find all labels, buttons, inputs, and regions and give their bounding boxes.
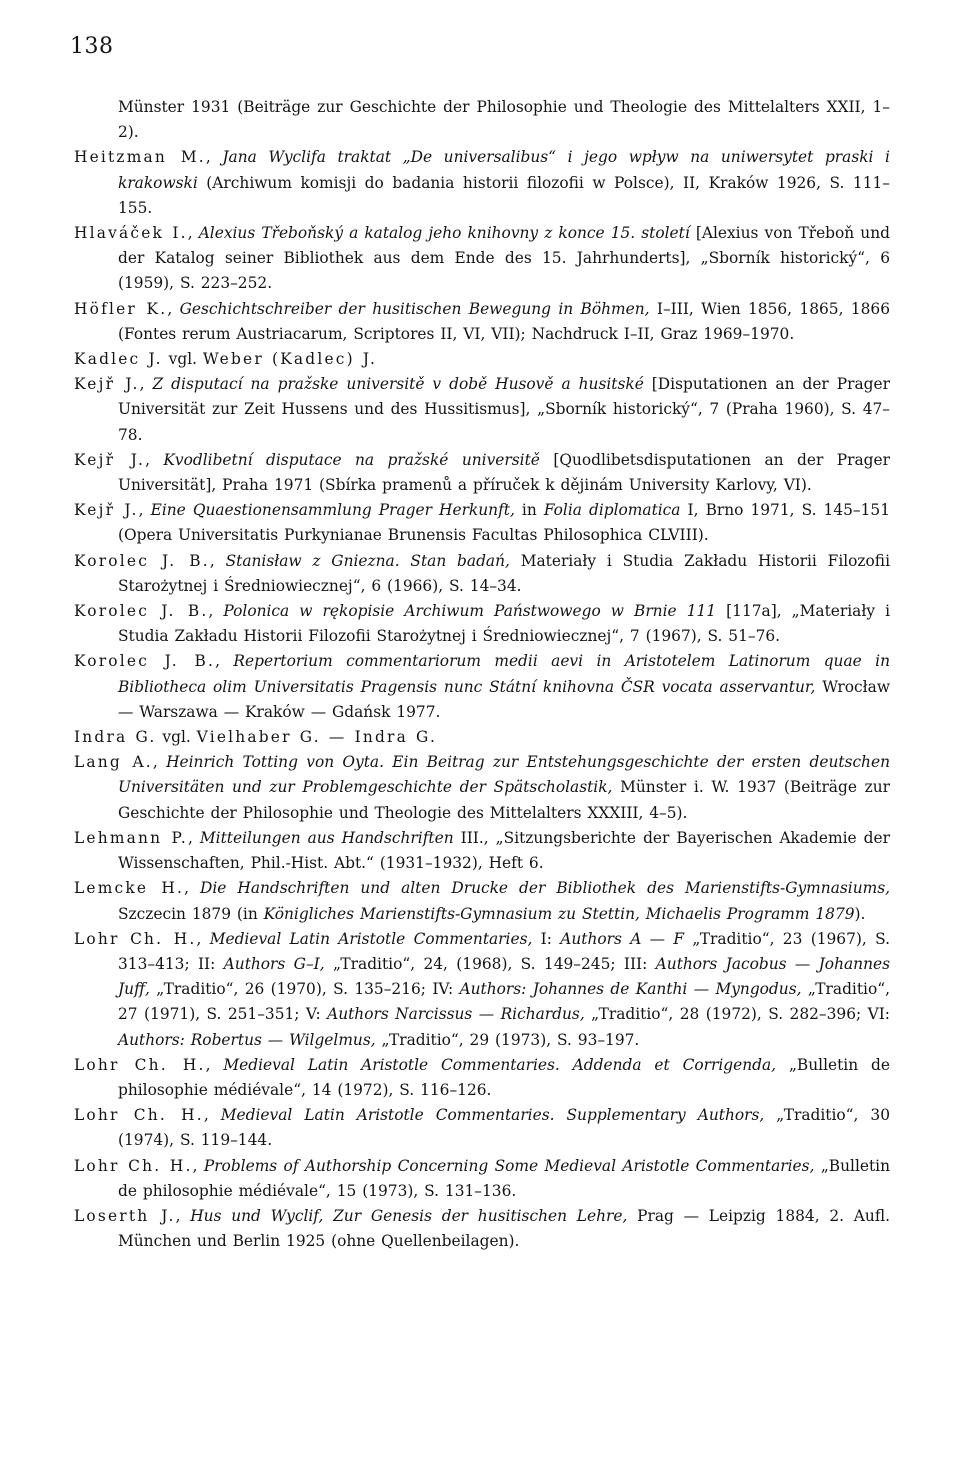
bibliography-entry xyxy=(74,1154,890,1204)
author-name: Lohr Ch. H. xyxy=(74,1055,206,1074)
author-name: Korolec J. B. xyxy=(74,602,209,621)
author-name: Indra G. xyxy=(74,728,157,747)
bibliography-entry xyxy=(74,750,890,826)
author-name: Lohr Ch. H. xyxy=(74,1106,204,1125)
work-title: Alexius Třeboňský a katalog jeho knihovny z konce 15. století xyxy=(198,224,690,243)
work-title: Repertorium commentariorum medii aevi in Aristotelem Latinorum quae in Bibliotheca olim Universitatis Pragensis nunc Státní knihovna ČSR vocata asservantur, xyxy=(118,652,890,696)
author-name: Vielhaber G. — Indra G. xyxy=(196,728,438,747)
author-name: Heitzman M. xyxy=(74,148,206,167)
entry-text: Münster 1931 (Beiträge zur Geschichte der Philosophie und Theologie des Mittelalters XXII, 1–2). xyxy=(118,98,890,142)
entry-text: Prag — Leipzig 1884, 2. Aufl. München und Berlin 1925 (ohne Quellenbeilagen). xyxy=(118,1206,890,1251)
entry-text: , xyxy=(208,602,224,621)
bibliography-entry xyxy=(74,549,890,599)
page-number: 138 xyxy=(70,34,114,59)
entry-text: , xyxy=(138,501,151,520)
bibliography-entry xyxy=(74,599,890,649)
work-title: Authors: Robertus — Wilgelmus, xyxy=(118,1030,376,1049)
bibliography-entry xyxy=(74,927,890,1053)
work-title: Polonica w rękopisie Archiwum Państwowego w Brnie 111 xyxy=(223,602,717,621)
entry-text: „Traditio“, 30 (1974), S. 119–144. xyxy=(118,1106,891,1150)
bibliography-entry xyxy=(74,372,890,448)
work-title: Königliches Marienstifts-Gymnasium zu Stettin, Michaelis Programm 1879 xyxy=(263,904,855,923)
author-name: Lohr Ch. H. xyxy=(74,1156,193,1175)
bibliography-entry xyxy=(74,498,890,548)
entry-text: [Alexius von Třeboň und der Katalog seiner Bibliothek aus dem Ende des 15. Jahrhunderts], „Sborník historický“, 6 (1959), S. 223–252. xyxy=(118,224,890,293)
bibliography-entry xyxy=(74,221,890,297)
work-title: Authors Narcissus — Richardus, xyxy=(327,1005,585,1024)
work-title: Medieval Latin Aristotle Commentaries. Supplementary Authors, xyxy=(220,1106,765,1125)
entry-text: Wrocław — Warszawa — Kraków — Gdańsk 1977. xyxy=(118,677,890,721)
entry-text: , xyxy=(215,652,234,671)
entry-text: , xyxy=(196,929,210,948)
entry-text: „Traditio“, 23 (1967), S. 313–413; II: xyxy=(118,929,890,973)
entry-text: vgl. xyxy=(162,350,203,369)
work-title: Stanisław z Gniezna. Stan badań, xyxy=(225,551,510,570)
author-name: Lemcke H. xyxy=(74,879,185,898)
entry-text: I: xyxy=(532,929,561,948)
entry-text: [117a], „Materiały i Studia Zakładu Historii Filozofii Starożytnej i Średniowiecznej“, 7 (1967), S. 51–76. xyxy=(118,602,890,646)
bibliography-entry xyxy=(74,1103,890,1153)
author-name: Lohr Ch. H. xyxy=(74,929,197,948)
author-name: Lang A. xyxy=(74,753,153,772)
entry-text: , xyxy=(167,299,180,318)
work-title: Folia diplomatica xyxy=(543,501,681,520)
work-title: Heinrich Totting von Oyta. Ein Beitrag zur Entstehungsgeschichte der ersten deutschen Universitäten und zur Problemgeschichte der Spätscholastik, xyxy=(118,753,890,797)
entry-text: Materiały i Studia Zakładu Historii Filozofii Starożytnej i Średniowiecznej“, 6 (1966), S. 14–34. xyxy=(118,551,890,595)
entry-text: „Traditio“, 27 (1971), S. 251–351; V: xyxy=(118,980,890,1024)
entry-text: [Quodlibetsdisputationen an der Prager Universität], Praha 1971 (Sbírka pramenů a příruček k dějinám University Karlovy, VI). xyxy=(118,450,890,495)
entry-text: III., „Sitzungsberichte der Bayerischen Akademie der Wissenschaften, Phil.-Hist. Abt.“ (1931–1932), Heft 6. xyxy=(118,828,890,873)
entry-text: vgl. xyxy=(156,728,197,747)
work-title: Medieval Latin Aristotle Commentaries. Addenda et Corrigenda, xyxy=(223,1055,777,1074)
bibliography-entry xyxy=(74,725,890,750)
work-title: Mitteilungen aus Handschriften xyxy=(199,828,454,847)
entry-text: , xyxy=(203,1106,221,1125)
work-title: Hus und Wyclif, Zur Genesis der husitischen Lehre, xyxy=(190,1206,628,1225)
work-title: Geschichtschreiber der husitischen Bewegung in Böhmen, xyxy=(179,299,650,318)
work-title: Eine Quaestionensammlung Prager Herkunft, xyxy=(150,501,515,520)
entry-text: (Archiwum komisji do badania historii filozofii w Polsce), II, Kraków 1926, S. 111–155. xyxy=(118,173,890,217)
entry-text: ). xyxy=(854,904,866,923)
bibliography-entry xyxy=(74,297,890,347)
bibliography-entry xyxy=(74,1053,890,1103)
entry-text: I, Brno 1971, S. 145–151 (Opera Universitatis Purkynianae Brunensis Facultas Philosophica CLVIII). xyxy=(118,501,890,545)
bibliography-entry xyxy=(74,347,890,372)
bibliography-entry xyxy=(74,1204,890,1254)
entry-text: [Disputationen an der Prager Universität zur Zeit Hussens und des Hussitismus], „Sborník historický“, 7 (Praha 1960), S. 47–78. xyxy=(118,375,890,444)
work-title: Authors: Johannes de Kanthi — Myngodus, xyxy=(459,980,802,999)
author-name: Hlaváček I. xyxy=(74,224,188,243)
work-title: Authors Jacobus — Johannes Juff, xyxy=(118,954,890,999)
bibliography-entry xyxy=(74,448,890,498)
entry-text: , xyxy=(209,551,226,570)
entry-text: „Traditio“, 28 (1972), S. 282–396; VI: xyxy=(584,1005,890,1024)
author-name: Weber (Kadlec) J. xyxy=(202,350,378,369)
work-title: Jana Wyclifa traktat „De universalibus“ i jego wpływ na uniwersytet praski i krakowski xyxy=(118,148,890,192)
entry-text: , xyxy=(152,753,167,772)
entry-text: , xyxy=(187,828,200,847)
work-title: Authors G–I, xyxy=(223,954,325,973)
entry-text: , xyxy=(175,1206,191,1225)
entry-text: „Traditio“, 26 (1970), S. 135–216; IV: xyxy=(149,980,460,999)
author-name: Korolec J. B. xyxy=(74,652,216,671)
author-name: Kejř J. xyxy=(74,450,146,469)
entry-text: , xyxy=(139,375,153,394)
bibliography-entry xyxy=(74,826,890,876)
work-title: Z disputací na pražske universitě v době Husově a husitské xyxy=(152,375,644,394)
author-name: Loserth J. xyxy=(74,1206,176,1225)
entry-text: Münster i. W. 1937 (Beiträge zur Geschichte der Philosophie und Theologie des Mittelalters XXXIII, 4–5). xyxy=(118,778,890,822)
entry-text: , xyxy=(205,148,223,167)
author-name: Lehmann P. xyxy=(74,828,188,847)
entry-text: „Traditio“, 29 (1973), S. 93–197. xyxy=(375,1030,640,1049)
author-name: Kejř J. xyxy=(74,375,140,394)
work-title: Problems of Authorship Concerning Some Medieval Aristotle Commentaries, xyxy=(203,1156,815,1175)
entry-text: , xyxy=(184,879,201,898)
author-name: Kejř J. xyxy=(74,501,139,520)
entry-text: , xyxy=(205,1055,224,1074)
work-title: Kvodlibetní disputace na pražské universitě xyxy=(163,450,540,469)
bibliography-list xyxy=(74,95,890,1254)
author-name: Kadlec J. xyxy=(74,350,163,369)
entry-text: „Bulletin de philosophie médiévale“, 15 (1973), S. 131–136. xyxy=(118,1156,890,1200)
entry-text: „Bulletin de philosophie médiévale“, 14 (1972), S. 116–126. xyxy=(118,1055,890,1099)
entry-text: , xyxy=(192,1156,204,1175)
entry-text: Szczecin 1879 (in xyxy=(118,904,264,923)
entry-text: in xyxy=(514,501,544,520)
work-title: Authors A — F xyxy=(560,929,685,948)
entry-text: , xyxy=(187,224,199,243)
bibliography-entry xyxy=(74,876,890,926)
work-title: Medieval Latin Aristotle Commentaries, xyxy=(209,929,533,948)
author-name: Höfler K. xyxy=(74,299,168,318)
bibliography-entry xyxy=(74,95,890,145)
bibliography-entry xyxy=(74,649,890,725)
entry-text: , xyxy=(145,450,164,469)
work-title: Die Handschriften und alten Drucke der Bibliothek des Marienstifts-Gymnasiums, xyxy=(200,879,890,898)
bibliography-entry xyxy=(74,145,890,221)
author-name: Korolec J. B. xyxy=(74,551,210,570)
entry-text: I–III, Wien 1856, 1865, 1866 (Fontes rerum Austriacarum, Scriptores II, VI, VII); Nachdruck I–II, Graz 1969–1970. xyxy=(118,299,890,343)
entry-text: „Traditio“, 24, (1968), S. 149–245; III: xyxy=(324,954,656,973)
